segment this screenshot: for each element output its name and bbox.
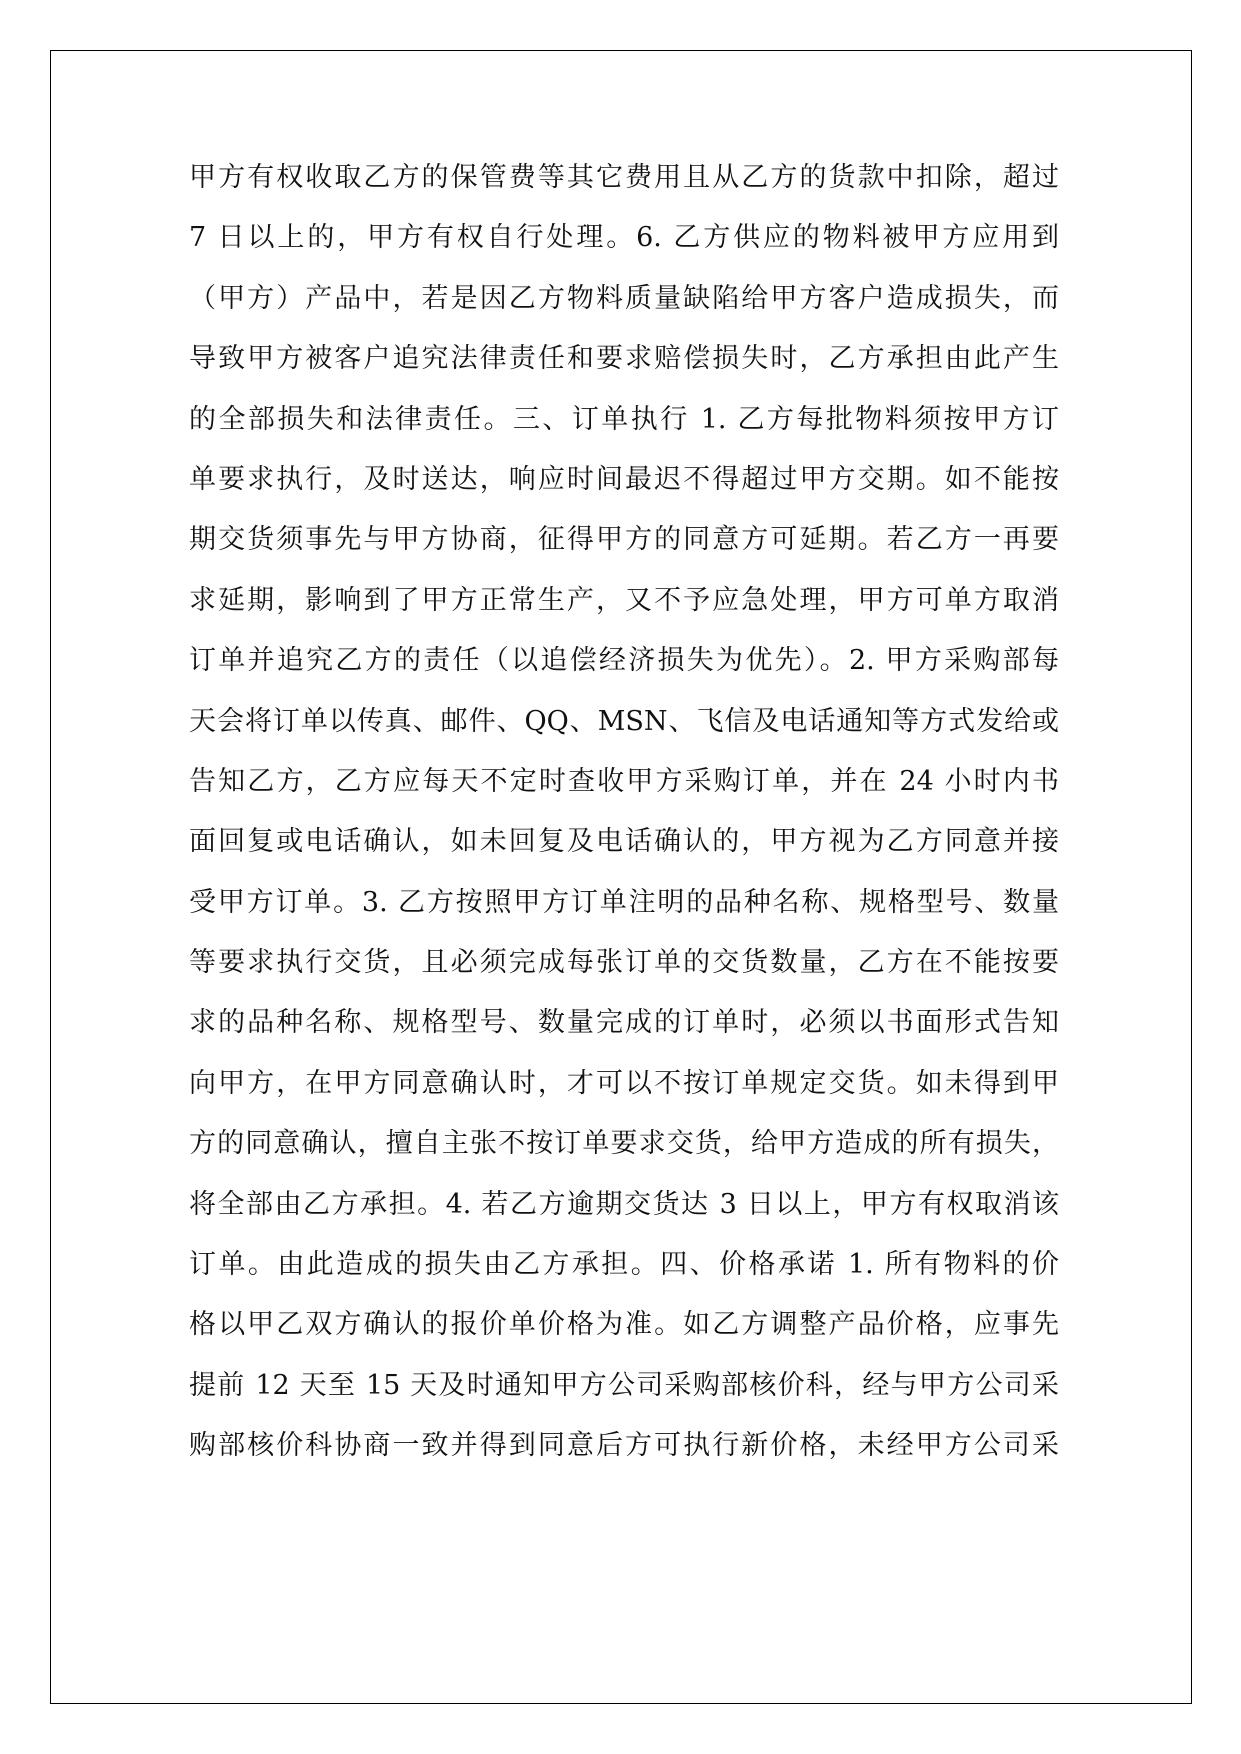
text-line: 等要求执行交货，且必须完成每张订单的交货数量，乙方在不能按要 xyxy=(189,947,1059,979)
text-line: 求的品种名称、规格型号、数量完成的订单时，必须以书面形式告知 xyxy=(189,1007,1059,1039)
text-line: （甲方）产品中，若是因乙方物料质量缺陷给甲方客户造成损失，而 xyxy=(189,282,1059,314)
text-line: 导致甲方被客户追究法律责任和要求赔偿损失时，乙方承担由此产生 xyxy=(189,343,1059,375)
text-line: 向甲方，在甲方同意确认时，才可以不按订单规定交货。如未得到甲 xyxy=(189,1067,1059,1099)
text-line: 订单。由此造成的损失由乙方承担。四、价格承诺 1. 所有物料的价 xyxy=(189,1249,1059,1281)
text-line: 面回复或电话确认，如未回复及电话确认的，甲方视为乙方同意并接 xyxy=(189,826,1059,858)
text-line: 甲方有权收取乙方的保管费等其它费用且从乙方的货款中扣除，超过 xyxy=(189,162,1059,193)
text-line: 提前 12 天至 15 天及时通知甲方公司采购部核价科，经与甲方公司采 xyxy=(189,1369,1059,1401)
text-line: 求延期，影响到了甲方正常生产，又不予应急处理，甲方可单方取消 xyxy=(189,584,1059,616)
document-body xyxy=(189,160,1059,1489)
text-line: 订单并追究乙方的责任（以追偿经济损失为优先）。2. 甲方采购部每 xyxy=(189,645,1059,677)
text-line: 期交货须事先与甲方协商，征得甲方的同意方可延期。若乙方一再要 xyxy=(189,524,1059,556)
text-line: 7 日以上的，甲方有权自行处理。6. 乙方供应的物料被甲方应用到 xyxy=(189,222,1059,254)
text-line: 天会将订单以传真、邮件、QQ、MSN、飞信及电话通知等方式发给或 xyxy=(189,705,1059,737)
text-line: 购部核价科协商一致并得到同意后方可执行新价格，未经甲方公司采 xyxy=(189,1430,1059,1462)
text-line: 单要求执行，及时送达，响应时间最迟不得超过甲方交期。如不能按 xyxy=(189,463,1059,495)
text-line: 的全部损失和法律责任。三、订单执行 1. 乙方每批物料须按甲方订 xyxy=(189,403,1059,435)
text-line: 格以甲乙双方确认的报价单价格为准。如乙方调整产品价格，应事先 xyxy=(189,1309,1059,1341)
text-line: 将全部由乙方承担。4. 若乙方逾期交货达 3 日以上，甲方有权取消该 xyxy=(189,1188,1059,1220)
text-line: 受甲方订单。3. 乙方按照甲方订单注明的品种名称、规格型号、数量 xyxy=(189,886,1059,918)
text-line: 方的同意确认，擅自主张不按订单要求交货，给甲方造成的所有损失， xyxy=(189,1128,1059,1160)
text-line: 告知乙方，乙方应每天不定时查收甲方采购订单，并在 24 小时内书 xyxy=(189,765,1059,797)
